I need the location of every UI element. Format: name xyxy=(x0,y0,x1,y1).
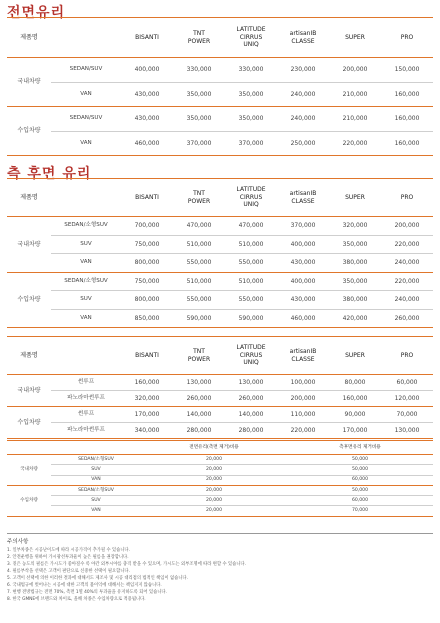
price-cell: 420,000 xyxy=(342,314,368,322)
price-cell: 750,000 xyxy=(121,272,173,291)
note-line: 5. 고객이 선택에 의한 이러한 결과에 대해서도 제조사 및 시공 대리점의 법적인 책임이 없습니다. xyxy=(7,576,188,581)
price-cell: 550,000 xyxy=(173,254,225,273)
price-cell: 60,000 xyxy=(381,375,433,391)
price-cell: 80,000 xyxy=(329,375,381,391)
row-label: SEDAN/소형SUV xyxy=(51,217,121,236)
price-cell: 220,000 xyxy=(381,272,433,291)
row-label: SUV xyxy=(51,235,121,254)
column-header xyxy=(51,441,141,455)
price-cell: 150,000 xyxy=(381,58,433,83)
price-cell: 370,000 xyxy=(238,139,264,147)
column-header: 제품명 xyxy=(7,18,51,58)
price-cell: 160,000 xyxy=(121,375,173,391)
row-label: VAN xyxy=(51,82,121,107)
column-header xyxy=(7,441,51,455)
price-cell: 340,000 xyxy=(134,426,160,434)
table-row xyxy=(7,82,433,107)
price-cell: 350,000 xyxy=(225,107,277,132)
price-cell: 20,000 xyxy=(141,455,287,465)
price-cell: 20,000 xyxy=(141,496,287,506)
price-cell: 20,000 xyxy=(141,475,287,485)
column-header: TNT POWER xyxy=(173,179,225,217)
price-cell: 240,000 xyxy=(381,254,433,273)
row-label: VAN xyxy=(80,314,92,321)
price-cell: 430,000 xyxy=(121,107,173,132)
price-cell: 400,000 xyxy=(277,235,329,254)
price-cell: 260,000 xyxy=(394,314,420,322)
table-row xyxy=(7,496,433,506)
sunroof-price-table xyxy=(7,336,433,439)
row-label: SUV xyxy=(51,465,141,475)
column-header: LATITUDE CIRRUS UNIQ xyxy=(225,337,277,375)
row-label: SEDAN/소형SUV xyxy=(51,272,121,291)
price-cell: 220,000 xyxy=(342,139,368,147)
price-cell: 430,000 xyxy=(277,291,329,310)
price-cell: 350,000 xyxy=(173,82,225,107)
price-cell: 170,000 xyxy=(121,407,173,423)
price-cell: 460,000 xyxy=(134,139,160,147)
price-cell: 20,000 xyxy=(141,485,287,495)
price-cell: 20,000 xyxy=(205,508,223,514)
price-cell: 350,000 xyxy=(329,272,381,291)
price-cell: 370,000 xyxy=(186,139,212,147)
price-cell: 470,000 xyxy=(173,217,225,236)
table-row xyxy=(7,131,433,156)
price-cell: 50,000 xyxy=(287,465,433,475)
price-cell: 260,000 xyxy=(173,391,225,407)
side-rear-glass-title: 측 후면 유리 xyxy=(7,166,92,182)
row-label: SEDAN/SUV xyxy=(51,107,121,132)
column-header: BISANTI xyxy=(121,179,173,217)
price-cell: 50,000 xyxy=(287,455,433,465)
group-label: 국내차량 xyxy=(7,375,51,407)
price-cell: 200,000 xyxy=(381,217,433,236)
price-cell: 60,000 xyxy=(287,475,433,485)
table-row xyxy=(7,465,433,475)
column-header: 측후면유리 제거비용 xyxy=(287,441,433,455)
price-cell: 330,000 xyxy=(173,58,225,83)
price-cell: 60,000 xyxy=(287,496,433,506)
table-row xyxy=(7,309,433,328)
price-cell: 550,000 xyxy=(173,291,225,310)
price-cell: 230,000 xyxy=(277,58,329,83)
column-header: PRO xyxy=(381,179,433,217)
column-header: PRO xyxy=(381,337,433,375)
note-line: 2. 안전운행을 위하여 가시광선투과율이 높은 필름을 권장합니다. xyxy=(7,555,129,560)
group-label: 국내차량 xyxy=(7,217,51,273)
price-cell: 470,000 xyxy=(225,217,277,236)
table-row xyxy=(7,485,433,495)
price-cell: 430,000 xyxy=(277,254,329,273)
table-row xyxy=(7,58,433,83)
group-label: 수입차량 xyxy=(17,418,41,426)
row-label: SEDAN/소형SUV xyxy=(51,455,141,465)
note-line: 4. 필름부착을 선택은 고객이 판단으로 신중한 선택이 필요합니다. xyxy=(7,569,130,574)
row-label: SEDAN/소형SUV xyxy=(51,485,141,495)
note-line: 1. 일부차종은 시공난이도에 따라 시공가격이 추가될 수 있습니다. xyxy=(7,548,130,553)
row-label: 썬루프 xyxy=(51,407,121,423)
price-cell: 160,000 xyxy=(381,107,433,132)
price-cell: 320,000 xyxy=(121,391,173,407)
group-label: 수입차량 xyxy=(20,497,38,503)
price-cell: 550,000 xyxy=(225,254,277,273)
price-cell: 20,000 xyxy=(141,465,287,475)
column-header xyxy=(51,18,121,58)
column-header: BISANTI xyxy=(121,18,173,58)
table-row xyxy=(7,475,433,485)
row-label: SEDAN/SUV xyxy=(51,58,121,83)
column-header: 제품명 xyxy=(7,337,51,375)
price-cell: 170,000 xyxy=(342,426,368,434)
column-header: artisanIB CLASSE xyxy=(277,179,329,217)
price-cell: 350,000 xyxy=(225,82,277,107)
table-row xyxy=(7,375,433,391)
row-label: 파노라마썬루프 xyxy=(67,427,105,433)
notes-title: 주의사항 xyxy=(7,539,29,545)
price-cell: 250,000 xyxy=(290,139,316,147)
table-row xyxy=(7,291,433,310)
front-glass-title: 전면유리 xyxy=(7,5,66,21)
price-cell: 320,000 xyxy=(329,217,381,236)
price-cell: 110,000 xyxy=(277,407,329,423)
row-label: VAN xyxy=(51,254,121,273)
column-header: artisanIB CLASSE xyxy=(277,18,329,58)
column-header xyxy=(51,179,121,217)
price-cell: 400,000 xyxy=(277,272,329,291)
row-label: VAN xyxy=(91,508,101,514)
group-label: 국내차량 xyxy=(7,58,51,107)
price-cell: 370,000 xyxy=(277,217,329,236)
price-cell: 380,000 xyxy=(329,254,381,273)
column-header: 제품명 xyxy=(7,179,51,217)
table-row xyxy=(7,254,433,273)
price-cell: 200,000 xyxy=(277,391,329,407)
front-glass-price-table xyxy=(7,17,433,156)
column-header: TNT POWER xyxy=(173,18,225,58)
price-cell: 510,000 xyxy=(225,272,277,291)
row-label: 파노라마썬루프 xyxy=(51,391,121,407)
table-row xyxy=(7,217,433,236)
column-header: PRO xyxy=(381,18,433,58)
price-cell: 210,000 xyxy=(329,82,381,107)
group-label: 수입차량 xyxy=(17,296,41,303)
price-cell: 800,000 xyxy=(121,254,173,273)
side-rear-glass-price-table xyxy=(7,178,433,328)
price-cell: 160,000 xyxy=(329,391,381,407)
price-cell: 380,000 xyxy=(329,291,381,310)
column-header: 전면유리(측면 제거)비용 xyxy=(141,441,287,455)
note-line: 8. 한국 GMNE에 브랜드와 차이로, 올해 차종은 수입차량으로 적용됩니다. xyxy=(7,597,146,602)
group-label: 국내차량 xyxy=(7,455,51,486)
price-cell: 280,000 xyxy=(238,426,264,434)
price-cell: 130,000 xyxy=(225,375,277,391)
price-cell: 260,000 xyxy=(225,391,277,407)
price-cell: 280,000 xyxy=(186,426,212,434)
column-header: artisanIB CLASSE xyxy=(277,337,329,375)
price-cell: 400,000 xyxy=(121,58,173,83)
price-cell: 800,000 xyxy=(121,291,173,310)
notes-section xyxy=(7,533,433,603)
removal-cost-table xyxy=(7,440,433,517)
price-cell: 430,000 xyxy=(121,82,173,107)
price-cell: 750,000 xyxy=(121,235,173,254)
column-header: BISANTI xyxy=(121,337,173,375)
column-header: SUPER xyxy=(329,337,381,375)
row-label: SUV xyxy=(51,496,141,506)
column-header: SUPER xyxy=(329,18,381,58)
column-header: TNT POWER xyxy=(173,337,225,375)
price-cell: 460,000 xyxy=(290,314,316,322)
table-row xyxy=(7,423,433,439)
row-label: VAN xyxy=(80,139,92,146)
price-cell: 350,000 xyxy=(173,107,225,132)
price-cell: 210,000 xyxy=(329,107,381,132)
price-cell: 510,000 xyxy=(225,235,277,254)
note-line: 6. 국내법규에 벗어나는 시공에 대한 고객의 불이익에 대해서는 책임지지 않습니다. xyxy=(7,583,162,588)
price-cell: 100,000 xyxy=(277,375,329,391)
price-cell: 50,000 xyxy=(287,485,433,495)
price-cell: 330,000 xyxy=(225,58,277,83)
price-cell: 510,000 xyxy=(173,272,225,291)
price-cell: 850,000 xyxy=(134,314,160,322)
row-label: 썬루프 xyxy=(51,375,121,391)
column-header xyxy=(51,337,121,375)
price-cell: 240,000 xyxy=(381,291,433,310)
column-header: LATITUDE CIRRUS UNIQ xyxy=(225,179,277,217)
table-row xyxy=(7,407,433,423)
row-label: VAN xyxy=(51,475,141,485)
price-cell: 240,000 xyxy=(277,82,329,107)
price-cell: 130,000 xyxy=(394,426,420,434)
price-cell: 160,000 xyxy=(394,139,420,147)
table-row xyxy=(7,235,433,254)
price-cell: 160,000 xyxy=(381,82,433,107)
price-cell: 220,000 xyxy=(290,426,316,434)
table-row xyxy=(7,107,433,132)
price-cell: 590,000 xyxy=(186,314,212,322)
table-row xyxy=(7,506,433,516)
price-cell: 140,000 xyxy=(225,407,277,423)
row-label: SUV xyxy=(51,291,121,310)
table-row xyxy=(7,391,433,407)
price-cell: 240,000 xyxy=(277,107,329,132)
price-cell: 220,000 xyxy=(381,235,433,254)
table-row xyxy=(7,455,433,465)
price-cell: 200,000 xyxy=(329,58,381,83)
price-cell: 70,000 xyxy=(351,508,369,514)
note-line: 7. 현행 전방법규는 전면 70%, 측면 1열 40%의 투과율을 유지하도록 되어 있습니다. xyxy=(7,590,167,595)
price-cell: 90,000 xyxy=(329,407,381,423)
note-line: 3. 짙은 농도의 필름은 가시도가 좋아질수 록 야간 외부시야를 충격 받을 수 있으며, 가시도는 외부조명에 따라 변할 수 있습니다. xyxy=(7,562,246,567)
price-cell: 700,000 xyxy=(121,217,173,236)
price-cell: 550,000 xyxy=(225,291,277,310)
price-cell: 140,000 xyxy=(173,407,225,423)
group-label: 수입차량 xyxy=(17,127,41,135)
column-header: SUPER xyxy=(329,179,381,217)
column-header: LATITUDE CIRRUS UNIQ xyxy=(225,18,277,58)
price-cell: 590,000 xyxy=(238,314,264,322)
price-cell: 130,000 xyxy=(173,375,225,391)
table-row xyxy=(7,272,433,291)
price-cell: 350,000 xyxy=(329,235,381,254)
price-cell: 70,000 xyxy=(381,407,433,423)
price-cell: 120,000 xyxy=(381,391,433,407)
price-cell: 510,000 xyxy=(173,235,225,254)
